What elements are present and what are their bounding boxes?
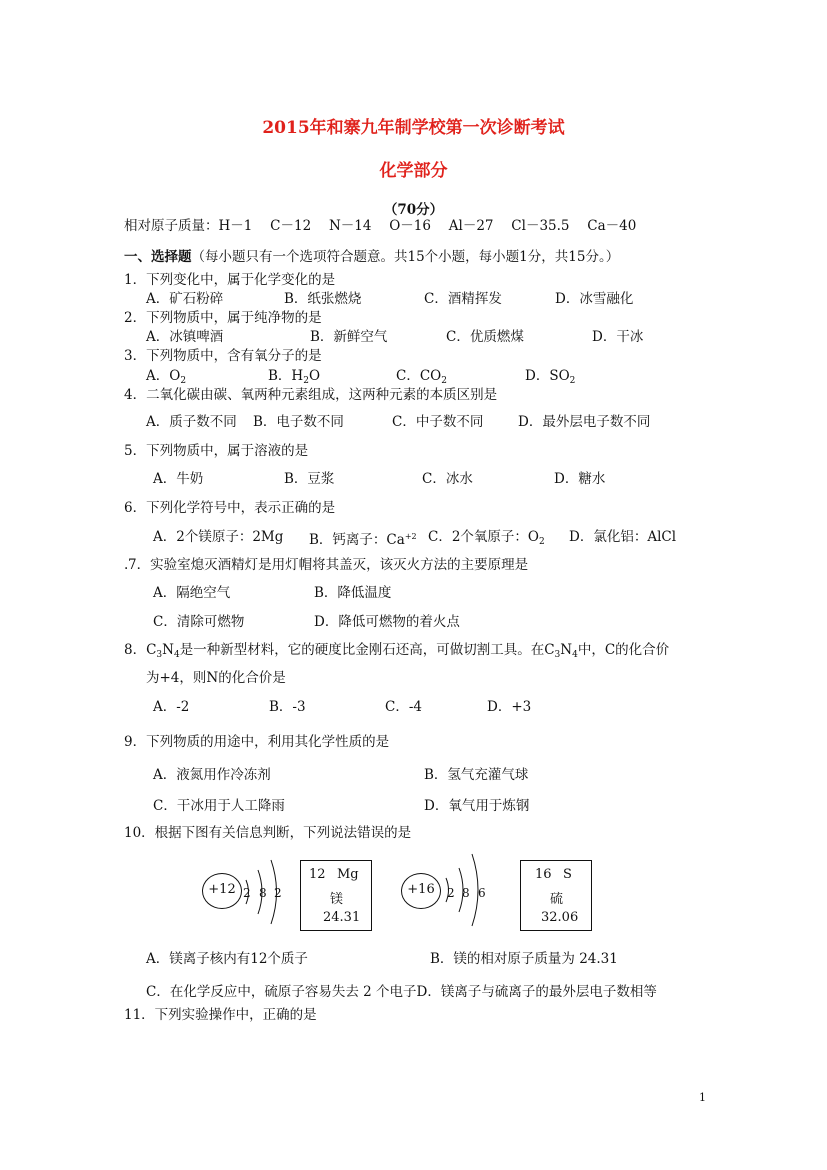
q5-option-c: C．冰水 xyxy=(422,471,473,487)
section-heading xyxy=(124,248,619,266)
q9-option-b: B．氢气充灌气球 xyxy=(424,767,529,783)
q2-option-c: C．优质燃煤 xyxy=(446,329,524,345)
q6-option-c: C．2个氧原子：$O_2$ xyxy=(428,529,545,547)
q6-option-d: D．氯化铝：AlCl xyxy=(569,529,677,545)
q4-option-c: C．中子数不同 xyxy=(392,414,484,430)
q5-option-b: B．豆浆 xyxy=(284,471,335,487)
s-nucleus: +16 xyxy=(401,873,441,909)
s-name: 硫 xyxy=(550,892,564,907)
q10-option-a: A．镁离子核内有12个质子 xyxy=(146,951,308,967)
q4-option-b: B．电子数不同 xyxy=(253,414,344,430)
s-atomic-mass: 32.06 xyxy=(541,910,579,925)
q3-stem: 3．下列物质中，含有氧分子的是 xyxy=(124,348,322,364)
q2-option-b: B．新鲜空气 xyxy=(310,329,388,345)
q3-option-a: A．$O_2$ xyxy=(146,368,187,386)
q4-option-d: D．最外层电子数不同 xyxy=(518,414,651,430)
q3-option-d: D．$SO_2$ xyxy=(525,368,576,386)
s-shell-2-count: 8 xyxy=(462,886,470,900)
total-score: （70分） xyxy=(383,202,444,218)
q10-stem: 10．根据下图有关信息判断，下列说法错误的是 xyxy=(124,825,412,841)
q8-option-c: C．-4 xyxy=(385,699,422,715)
atomic-masses-line: 相对原子质量：H－1 C－12 N－14 O－16 Al－27 Cl－35.5 Ca－40 xyxy=(124,218,637,234)
mg-atomic-mass: 24.31 xyxy=(323,910,361,925)
exam-title: 2015年和寨九年制学校第一次诊断考试 xyxy=(262,118,565,138)
mg-symbol: Mg xyxy=(337,867,359,882)
q8-stem-line2: 为+4，则N的化合价是 xyxy=(146,670,286,686)
mg-shell-1-count: 2 xyxy=(243,886,251,900)
q2-stem: 2．下列物质中，属于纯净物的是 xyxy=(124,310,322,326)
q1-option-d: D．冰雪融化 xyxy=(555,291,634,307)
q8-option-b: B．-3 xyxy=(269,699,306,715)
q10-option-c: C．在化学反应中，硫原子容易失去 2 个电子 xyxy=(146,984,417,1000)
mg-shell-3-count: 2 xyxy=(274,886,282,900)
q3-option-b: B．$H_2O$ xyxy=(268,368,321,386)
q1-option-b: B．纸张燃烧 xyxy=(284,291,362,307)
section-title: 一、选择题 xyxy=(124,249,192,265)
section-note: （每小题只有一个选项符合题意。共15个小题，每小题1分，共15分。） xyxy=(191,249,620,265)
q6-stem: 6．下列化学符号中，表示正确的是 xyxy=(124,500,336,516)
page-number: 1 xyxy=(699,1091,706,1104)
q1-option-c: C．酒精挥发 xyxy=(424,291,502,307)
q9-option-d: D．氧气用于炼钢 xyxy=(424,798,530,814)
q8-option-a: A．-2 xyxy=(153,699,190,715)
s-shell-3-count: 6 xyxy=(478,886,486,900)
exam-subtitle: 化学部分 xyxy=(379,161,448,181)
q7-option-a: A．隔绝空气 xyxy=(153,585,231,601)
s-atomic-number: 16 xyxy=(535,867,552,882)
s-symbol: S xyxy=(563,867,572,882)
q6-option-b: B．钙离子：$Ca^{+2}$ xyxy=(309,532,417,548)
q2-option-a: A．冰镇啤酒 xyxy=(146,329,224,345)
s-element-card xyxy=(520,860,592,931)
q10-option-b: B．镁的相对原子质量为 24.31 xyxy=(430,951,618,967)
q9-option-a: A．液氮用作冷冻剂 xyxy=(153,767,271,783)
mg-element-card xyxy=(300,860,372,931)
q9-option-c: C．干冰用于人工降雨 xyxy=(153,798,285,814)
mg-name: 镁 xyxy=(330,892,344,907)
q8-stem: 8．$C_3N_4$是一种新型材料，它的硬度比金刚石还高，可做切割工具。在$C_3N_4$中，C的化合价 xyxy=(124,642,670,660)
q5-stem: 5．下列物质中，属于溶液的是 xyxy=(124,443,309,459)
q8-option-d: D．+3 xyxy=(487,699,532,715)
q7-option-c: C．清除可燃物 xyxy=(153,614,245,630)
mg-atomic-number: 12 xyxy=(309,867,326,882)
q7-dot: . xyxy=(124,557,129,573)
mg-nucleus: +12 xyxy=(202,873,242,909)
q3-option-c: C．$CO_2$ xyxy=(396,368,447,386)
q9-stem: 9．下列物质的用途中，利用其化学性质的是 xyxy=(124,734,390,750)
q11-stem: 11．下列实验操作中，正确的是 xyxy=(124,1007,317,1023)
q2-option-d: D．干冰 xyxy=(592,329,644,345)
q10-option-cd-line xyxy=(146,983,657,1001)
s-shell-1-count: 2 xyxy=(447,886,455,900)
q7-option-d: D．降低可燃物的着火点 xyxy=(314,614,460,630)
q1-option-a: A．矿石粉碎 xyxy=(146,291,224,307)
q1-stem: 1．下列变化中，属于化学变化的是 xyxy=(124,272,336,288)
q6-option-a: A．2个镁原子：2Mg xyxy=(153,529,284,545)
q7-stem: 7．实验室熄灭酒精灯是用灯帽将其盖灭，该灭火方法的主要原理是 xyxy=(128,557,529,573)
mg-shell-2-count: 8 xyxy=(259,886,267,900)
q5-option-d: D．糖水 xyxy=(554,471,606,487)
q4-stem: 4．二氧化碳由碳、氧两种元素组成，这两种元素的本质区别是 xyxy=(124,387,498,403)
q10-option-d: D．镁离子与硫离子的最外层电子数相等 xyxy=(416,984,657,1000)
q5-option-a: A．牛奶 xyxy=(153,471,204,487)
q7-option-b: B．降低温度 xyxy=(314,585,392,601)
q4-option-a: A．质子数不同 xyxy=(146,414,237,430)
